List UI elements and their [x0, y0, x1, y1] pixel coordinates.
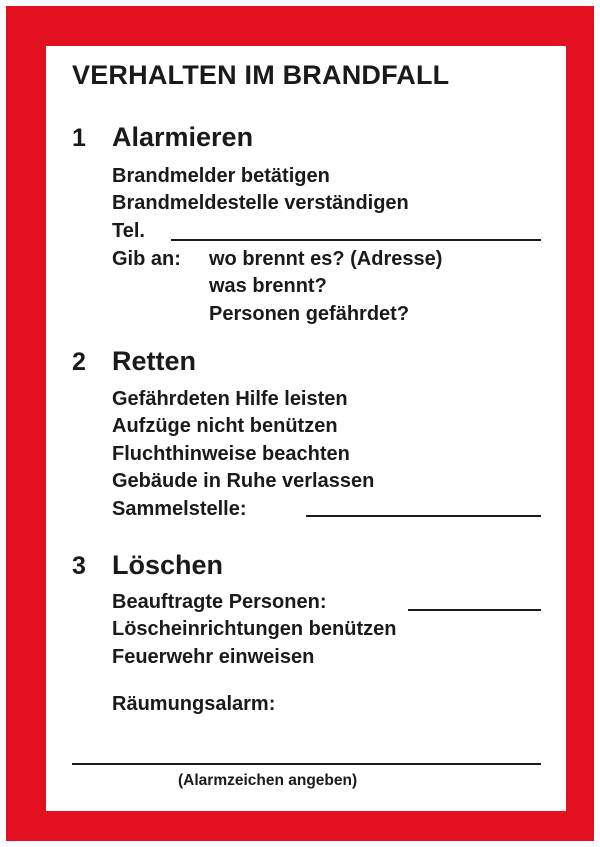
section-2-number: 2 [72, 348, 86, 376]
section-3-beauftragte-label: Beauftragte Personen: [112, 591, 327, 613]
sign-panel [46, 46, 566, 811]
evacuation-fill-line [72, 763, 541, 765]
section-1-gib-an-label: Gib an: [112, 248, 181, 270]
section-2-sammelstelle-label: Sammelstelle: [112, 498, 247, 520]
evacuation-alarm-label: Räumungsalarm: [112, 693, 276, 715]
sammelstelle-fill-line [306, 515, 541, 517]
section-1-line-personen: Personen gefährdet? [209, 303, 410, 325]
beauftragte-fill-line [408, 609, 541, 611]
section-2-line-3: Fluchthinweise beachten [112, 443, 350, 465]
section-3-line-2: Löscheinrichtungen benützen [112, 618, 397, 640]
section-1-line-adresse: wo brennt es? (Adresse) [209, 248, 443, 270]
alarm-signal-note: (Alarmzeichen angeben) [178, 772, 358, 789]
section-2-heading: Retten [112, 346, 197, 376]
section-2-line-4: Gebäude in Ruhe verlassen [112, 470, 375, 492]
section-1-line-was-brennt: was brennt? [209, 275, 327, 297]
section-1-tel-label: Tel. [112, 220, 145, 242]
section-1-line-2: Brandmeldestelle verständigen [112, 192, 409, 214]
tel-fill-line [171, 239, 541, 241]
section-1-heading: Alarmieren [112, 122, 254, 152]
section-3-line-3: Feuerwehr einweisen [112, 646, 315, 668]
sign-title: VERHALTEN IM BRANDFALL [72, 60, 450, 90]
section-2-line-2: Aufzüge nicht benützen [112, 415, 338, 437]
section-1-number: 1 [72, 124, 86, 152]
fire-safety-sign [6, 6, 594, 841]
section-3-heading: Löschen [112, 550, 224, 580]
section-2-line-1: Gefährdeten Hilfe leisten [112, 388, 348, 410]
section-3-number: 3 [72, 552, 86, 580]
section-1-line-1: Brandmelder betätigen [112, 165, 330, 187]
